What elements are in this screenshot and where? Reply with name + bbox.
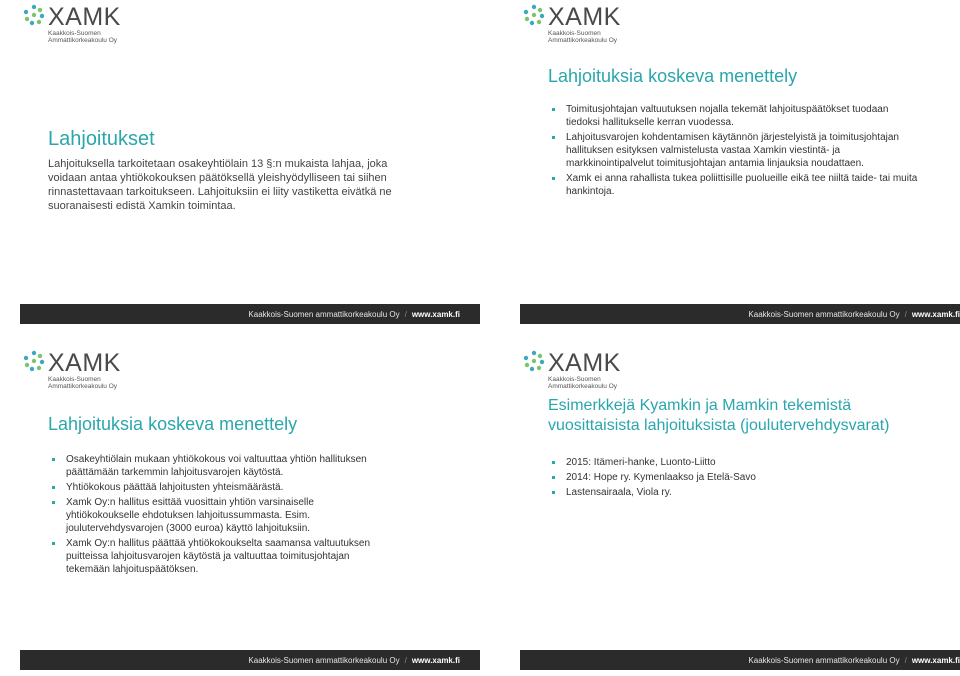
footer-url: www.xamk.fi bbox=[911, 656, 960, 665]
slide-title: Lahjoituksia koskeva menettely bbox=[548, 66, 798, 86]
footer-org: Kaakkois-Suomen ammattikorkeakoulu Oy bbox=[748, 656, 900, 665]
slide-2 bbox=[520, 0, 960, 324]
list-item: Xamk Oy:n hallitus esittää vuosittain yhtiön varsinaiselle yhtiökokoukselle ehdotuksen lahjoitussummasta. Esim. joulutervehdysvarojen (3000 euroa) käyttö lahjoituksiin. bbox=[50, 496, 380, 535]
slide-footer bbox=[520, 304, 960, 324]
logo-wordmark: XAMK bbox=[48, 3, 121, 31]
footer-url: www.xamk.fi bbox=[411, 656, 460, 665]
logo-wordmark: XAMK bbox=[48, 349, 121, 377]
logo-sub-line-2: Ammattikorkeakoulu Oy bbox=[548, 37, 617, 44]
xamk-logo-icon bbox=[23, 4, 45, 26]
logo-subtitle bbox=[548, 30, 617, 44]
logo-sub-line-2: Ammattikorkeakoulu Oy bbox=[48, 37, 117, 44]
footer-separator: / bbox=[904, 656, 907, 665]
slide-footer bbox=[20, 304, 480, 324]
logo-sub-line-1: Kaakkois-Suomen bbox=[48, 376, 101, 383]
logo-sub-line-2: Ammattikorkeakoulu Oy bbox=[48, 383, 117, 390]
bullet-list bbox=[550, 456, 920, 501]
slide-1 bbox=[20, 0, 480, 324]
xamk-logo bbox=[23, 4, 143, 44]
footer-org: Kaakkois-Suomen ammattikorkeakoulu Oy bbox=[248, 656, 400, 665]
logo-wordmark: XAMK bbox=[548, 3, 621, 31]
slide-title: Lahjoituksia koskeva menettely bbox=[48, 414, 298, 434]
bullet-list bbox=[550, 103, 920, 200]
slide-footer bbox=[20, 650, 480, 670]
logo-subtitle bbox=[548, 376, 617, 390]
slide-4 bbox=[520, 346, 960, 670]
xamk-logo-icon bbox=[523, 350, 545, 372]
logo-sub-line-1: Kaakkois-Suomen bbox=[548, 376, 601, 383]
footer-org: Kaakkois-Suomen ammattikorkeakoulu Oy bbox=[748, 310, 900, 319]
logo-wordmark: XAMK bbox=[548, 349, 621, 377]
footer-separator: / bbox=[404, 310, 407, 319]
xamk-logo bbox=[523, 350, 643, 390]
list-item: Lastensairaala, Viola ry. bbox=[550, 486, 920, 499]
slide-footer bbox=[520, 650, 960, 670]
list-item: Lahjoitusvarojen kohdentamisen käytännön järjestelyistä ja toimitusjohtajan hallituksen esityksen valmistelusta vastaa Xamkin viestintä- ja markkinointipalvelut toimitusjohtajan antamia linjauksia noudattaen. bbox=[550, 131, 920, 170]
footer-url: www.xamk.fi bbox=[411, 310, 460, 319]
list-item: Yhtiökokous päättää lahjoitusten yhteismäärästä. bbox=[50, 481, 380, 494]
list-item: Toimitusjohtajan valtuutuksen nojalla tekemät lahjoituspäätökset tuodaan tiedoksi hallitukselle kerran vuodessa. bbox=[550, 103, 920, 129]
footer-org: Kaakkois-Suomen ammattikorkeakoulu Oy bbox=[248, 310, 400, 319]
logo-sub-line-2: Ammattikorkeakoulu Oy bbox=[548, 383, 617, 390]
footer-url: www.xamk.fi bbox=[911, 310, 960, 319]
xamk-logo bbox=[23, 350, 143, 390]
slide-title: Lahjoitukset bbox=[48, 128, 155, 150]
list-item: Xamk ei anna rahallista tukea poliittisille puolueille eikä tee niiltä taide- tai muita hankintoja. bbox=[550, 172, 920, 198]
list-item: 2015: Itämeri-hanke, Luonto-Liitto bbox=[550, 456, 920, 469]
slide-paragraph: Lahjoituksella tarkoitetaan osakeyhtiölain 13 §:n mukaista lahjaa, joka voidaan antaa yhtiökokouksen päätöksellä yleishyödylliseen tai siihen rinnastettavaan tarkoitukseen. Lahjoituksiin ei liity vastiketta eivätkä ne suoranaisesti edistä Xamkin toimintaa. bbox=[48, 158, 392, 212]
logo-subtitle bbox=[48, 30, 117, 44]
list-item: Xamk Oy:n hallitus päättää yhtiökokoukselta saamansa valtuutuksen puitteissa lahjoitusvarojen käytöstä ja valtuuttaa toimitusjohtajan tekemään lahjoituspäätöksen. bbox=[50, 537, 380, 576]
bullet-list bbox=[50, 453, 380, 578]
xamk-logo-icon bbox=[523, 4, 545, 26]
logo-sub-line-1: Kaakkois-Suomen bbox=[48, 30, 101, 37]
xamk-logo bbox=[523, 4, 643, 44]
list-item: 2014: Hope ry. Kymenlaakso ja Etelä-Savo bbox=[550, 471, 920, 484]
list-item: Osakeyhtiölain mukaan yhtiökokous voi valtuuttaa yhtiön hallituksen päättämään tarkemmin lahjoitusvarojen käytöstä. bbox=[50, 453, 380, 479]
footer-separator: / bbox=[404, 656, 407, 665]
logo-sub-line-1: Kaakkois-Suomen bbox=[548, 30, 601, 37]
footer-separator: / bbox=[904, 310, 907, 319]
logo-subtitle bbox=[48, 376, 117, 390]
slide-3 bbox=[20, 346, 480, 670]
xamk-logo-icon bbox=[23, 350, 45, 372]
slide-title: Esimerkkejä Kyamkin ja Mamkin tekemistä vuosittaisista lahjoituksista (joulutervehdysvarat) bbox=[548, 397, 890, 434]
